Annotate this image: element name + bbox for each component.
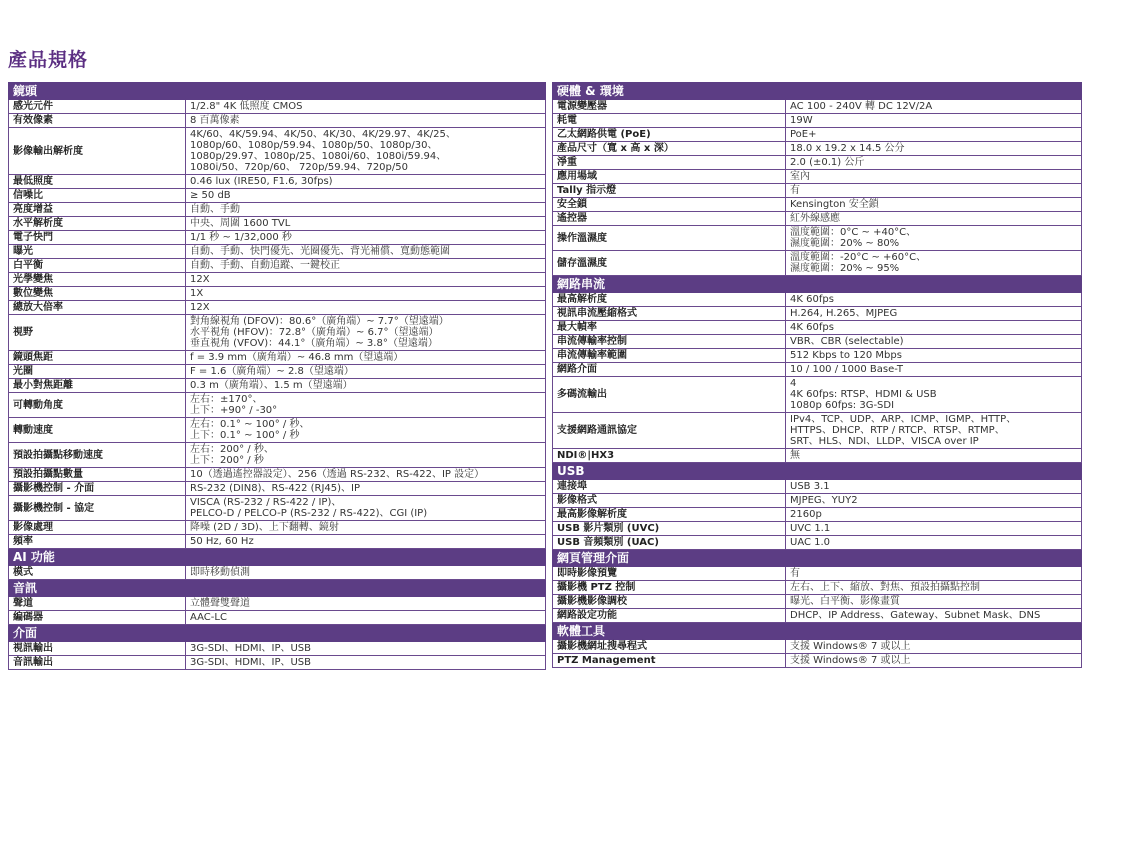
spec-value-line: 自動、手動、快門優先、光圈優先、背光補償、寬動態範圍 [190,246,450,257]
spec-key: 視訊串流壓縮格式 [553,307,786,321]
spec-key: 編碼器 [9,611,186,625]
spec-row [553,156,1082,170]
spec-value-line: 4K/60、4K/59.94、4K/50、4K/30、4K/29.97、4K/25、 [190,129,456,140]
spec-row [553,363,1082,377]
spec-value [786,377,1082,413]
spec-key: 水平解析度 [9,217,186,231]
spec-value [786,449,1082,463]
spec-value-line: MJPEG、YUY2 [790,495,858,506]
spec-value-line: f = 3.9 mm（廣角端）~ 46.8 mm（望遠端） [190,352,404,363]
spec-key: 攝影機控制 - 介面 [9,482,186,496]
spec-row [9,217,546,231]
spec-row [9,482,546,496]
spec-key: 網路介面 [553,363,786,377]
spec-key: 鏡頭焦距 [9,351,186,365]
spec-row [9,351,546,365]
spec-value [186,315,546,351]
spec-value-line: PELCO-D / PELCO-P (RS-232 / RS-422)、CGI (IP) [190,508,428,519]
spec-value [786,251,1082,276]
spec-value [186,443,546,468]
spec-row [9,301,546,315]
spec-value [786,595,1082,609]
spec-value [186,642,546,656]
spec-key: 儲存溫濕度 [553,251,786,276]
spec-value [186,418,546,443]
spec-key: 模式 [9,566,186,580]
spec-row [9,259,546,273]
spec-value [786,640,1082,654]
spec-value [186,597,546,611]
spec-row [553,128,1082,142]
spec-row [9,315,546,351]
spec-value-line: 有 [790,568,800,579]
spec-row [553,335,1082,349]
section-header [553,623,1082,640]
spec-value [786,536,1082,550]
spec-value-line: 1080i/50、720p/60、 720p/59.94、720p/50 [190,162,408,173]
spec-row [553,640,1082,654]
spec-value [786,321,1082,335]
spec-key: 即時影像預覽 [553,567,786,581]
spec-value-line: 2160p [790,509,822,520]
spec-row [9,175,546,189]
spec-row [553,581,1082,595]
spec-value-line: 紅外線感應 [790,213,840,224]
spec-key: 產品尺寸（寬 x 高 x 深） [553,142,786,156]
spec-value [186,535,546,549]
spec-value [186,217,546,231]
spec-value [186,482,546,496]
spec-key: 感光元件 [9,100,186,114]
spec-value [786,212,1082,226]
spec-value-line: 12X [190,274,210,285]
spec-row [9,597,546,611]
spec-key: 光學變焦 [9,273,186,287]
spec-value-line: 水平視角 (HFOV)：72.8°（廣角端）~ 6.7°（望遠端） [190,327,439,338]
spec-row [9,100,546,114]
spec-key: 可轉動角度 [9,393,186,418]
spec-value [186,301,546,315]
spec-value [786,494,1082,508]
spec-row [553,212,1082,226]
section-header [553,83,1082,100]
spec-value-line: 4 [790,378,797,389]
spec-value [186,231,546,245]
spec-row [553,522,1082,536]
spec-row [9,379,546,393]
spec-value [186,611,546,625]
spec-value [786,522,1082,536]
spec-value [786,293,1082,307]
spec-row [553,198,1082,212]
spec-key: 總放大倍率 [9,301,186,315]
right-spec-column [552,82,1082,668]
spec-key: USB 音頻類別 (UAC) [553,536,786,550]
spec-row [9,496,546,521]
left-spec-table [8,82,546,670]
spec-value-line: H.264, H.265、MJPEG [790,308,898,319]
spec-value-line: VISCA (RS-232 / RS-422 / IP)、 [190,497,342,508]
spec-key: 音訊輸出 [9,656,186,670]
spec-key: 操作溫濕度 [553,226,786,251]
spec-value-line: UVC 1.1 [790,523,831,534]
section-header-label: USB [553,463,1082,480]
spec-key: 網路設定功能 [553,609,786,623]
spec-value [186,365,546,379]
spec-value-line: 4K 60fps [790,322,834,333]
spec-value-line: 即時移動偵測 [190,567,250,578]
spec-key: 耗電 [553,114,786,128]
spec-key: 安全鎖 [553,198,786,212]
spec-row [9,535,546,549]
spec-key: 支援網路通訊協定 [553,413,786,449]
spec-key: 數位變焦 [9,287,186,301]
spec-value [186,393,546,418]
section-header [9,549,546,566]
spec-key: 攝影機控制 - 協定 [9,496,186,521]
spec-value-line: 自動、手動、自動追蹤、一鍵校正 [190,260,340,271]
spec-key: 視訊輸出 [9,642,186,656]
spec-row [553,413,1082,449]
spec-key: 信噪比 [9,189,186,203]
spec-value [186,114,546,128]
spec-key: 有效像素 [9,114,186,128]
spec-value-line: 上下：0.1° ~ 100° / 秒 [190,430,300,441]
spec-key: 頻率 [9,535,186,549]
spec-value-line: 左右：0.1° ~ 100° / 秒、 [190,419,310,430]
spec-row [553,170,1082,184]
spec-key: 影像輸出解析度 [9,128,186,175]
spec-row [9,189,546,203]
spec-value [786,508,1082,522]
spec-value [786,349,1082,363]
spec-key: 乙太網路供電 (PoE) [553,128,786,142]
spec-value-line: 左右：±170°、 [190,394,263,405]
spec-key: USB 影片類別 (UVC) [553,522,786,536]
spec-key: 聲道 [9,597,186,611]
spec-key: 攝影機 PTZ 控制 [553,581,786,595]
spec-row [9,656,546,670]
spec-value [786,581,1082,595]
page-title: 產品規格 [8,49,89,71]
spec-row [553,508,1082,522]
spec-value-line: 濕度範圍：20% ~ 80% [790,238,900,249]
section-header [553,463,1082,480]
spec-value-line: SRT、HLS、NDI、LLDP、VISCA over IP [790,436,979,447]
spec-value [186,189,546,203]
spec-value-line: 3G-SDI、HDMI、IP、USB [190,657,312,668]
spec-row [9,287,546,301]
spec-value [786,226,1082,251]
spec-value-line: AAC-LC [190,612,227,623]
spec-value [786,142,1082,156]
spec-value [186,521,546,535]
section-header-label: 音訊 [9,580,546,597]
spec-value-line: AC 100 - 240V 轉 DC 12V/2A [790,101,933,112]
spec-value-line: DHCP、IP Address、Gateway、Subnet Mask、DNS [790,610,1041,621]
spec-key: 白平衡 [9,259,186,273]
spec-value [186,100,546,114]
spec-value-line: 8 百萬像素 [190,115,240,126]
spec-value-line: PoE+ [790,129,817,140]
spec-value-line: 0.46 lux (IRE50, F1.6, 30fps) [190,176,333,187]
spec-value [786,307,1082,321]
spec-value [186,128,546,175]
spec-key: 電子快門 [9,231,186,245]
section-header [9,625,546,642]
spec-value-line: 1080p/60、1080p/59.94、1080p/50、1080p/30、 [190,140,438,151]
spec-value [186,656,546,670]
spec-value [186,496,546,521]
spec-row [553,226,1082,251]
spec-row [9,365,546,379]
spec-value-line: HTTPS、DHCP、RTP / RTCP、RTSP、RTMP、 [790,425,1005,436]
spec-value-line: 濕度範圍：20% ~ 95% [790,263,900,274]
spec-value-line: 支援 Windows® 7 或以上 [790,655,911,666]
spec-key: 光圈 [9,365,186,379]
spec-value [186,259,546,273]
spec-value-line: RS-232 (DIN8)、RS-422 (RJ45)、IP [190,483,361,494]
spec-value [786,654,1082,668]
spec-value-line: 自動、手動 [190,204,240,215]
spec-value-line: VBR、CBR (selectable) [790,336,904,347]
spec-key: 預設拍攝點移動速度 [9,443,186,468]
spec-row [9,468,546,482]
spec-row [553,609,1082,623]
spec-value [786,567,1082,581]
spec-key: 淨重 [553,156,786,170]
spec-row [553,654,1082,668]
spec-row [553,377,1082,413]
spec-key: 攝影機影像調校 [553,595,786,609]
spec-value-line: 10 / 100 / 1000 Base-T [790,364,904,375]
spec-key: 影像格式 [553,494,786,508]
section-header [9,83,546,100]
spec-value-line: 室內 [790,171,810,182]
spec-row [553,536,1082,550]
spec-row [553,251,1082,276]
section-header-label: 介面 [9,625,546,642]
spec-row [553,567,1082,581]
spec-row [9,418,546,443]
spec-value [186,273,546,287]
spec-row [553,494,1082,508]
spec-row [553,184,1082,198]
section-header [9,580,546,597]
spec-value [186,175,546,189]
spec-row [553,293,1082,307]
spec-value-line: 對角線視角 (DFOV)：80.6°（廣角端）~ 7.7°（望遠端） [190,316,449,327]
spec-value-line: 4K 60fps [790,294,834,305]
spec-value [786,480,1082,494]
section-header-label: 網頁管理介面 [553,550,1082,567]
spec-row [553,114,1082,128]
spec-value-line: 512 Kbps to 120 Mbps [790,350,902,361]
spec-key: 曝光 [9,245,186,259]
spec-row [553,307,1082,321]
spec-value-line: 中央、周圍 1600 TVL [190,218,291,229]
spec-value-line: 垂直視角 (VFOV)：44.1°（廣角端）~ 3.8°（望遠端） [190,338,438,349]
spec-value [186,245,546,259]
left-spec-column [8,82,546,670]
spec-key: 多碼流輸出 [553,377,786,413]
spec-row [9,114,546,128]
spec-value-line: 12X [190,302,210,313]
section-header-label: 網路串流 [553,276,1082,293]
spec-value-line: 溫度範圍：0°C ~ +40°C、 [790,227,917,238]
spec-value-line: 左右：200° / 秒、 [190,444,274,455]
spec-value-line: 1080p/29.97、1080p/25、1080i/60、1080i/59.94、 [190,151,447,162]
section-header-label: 鏡頭 [9,83,546,100]
spec-value [786,100,1082,114]
spec-value-line: 降噪 (2D / 3D)、上下翻轉、鏡射 [190,522,339,533]
spec-value-line: IPv4、TCP、UDP、ARP、ICMP、IGMP、HTTP、 [790,414,1017,425]
spec-value [186,566,546,580]
right-spec-table [552,82,1082,668]
spec-row [553,142,1082,156]
spec-value-line: Kensington 安全鎖 [790,199,879,210]
spec-key: 串流傳輸率控制 [553,335,786,349]
spec-key: 最高影像解析度 [553,508,786,522]
spec-value-line: 上下：+90° / -30° [190,405,278,416]
spec-key: 最大幀率 [553,321,786,335]
spec-row [553,321,1082,335]
spec-value [786,184,1082,198]
spec-value [786,198,1082,212]
spec-value-line: 0.3 m（廣角端）、1.5 m（望遠端） [190,380,353,391]
spec-value-line: 左右、上下、縮放、對焦、預設拍攝點控制 [790,582,980,593]
spec-value [786,114,1082,128]
spec-key: 轉動速度 [9,418,186,443]
spec-value-line: 立體聲雙聲道 [190,598,250,609]
section-header [553,550,1082,567]
spec-row [9,443,546,468]
spec-value-line: 支援 Windows® 7 或以上 [790,641,911,652]
spec-value [186,351,546,365]
spec-row [553,480,1082,494]
spec-value-line: USB 3.1 [790,481,830,492]
spec-value-line: 18.0 x 19.2 x 14.5 公分 [790,143,905,154]
spec-value [186,203,546,217]
spec-value-line: 1/1 秒 ~ 1/32,000 秒 [190,232,292,243]
spec-value-line: ≥ 50 dB [190,190,231,201]
spec-key: 視野 [9,315,186,351]
spec-value-line: F = 1.6（廣角端）~ 2.8（望遠端） [190,366,354,377]
spec-key: 攝影機網址搜尋程式 [553,640,786,654]
spec-key: 最低照度 [9,175,186,189]
spec-value-line: 4K 60fps: RTSP、HDMI & USB [790,389,937,400]
spec-row [9,231,546,245]
spec-key: 預設拍攝點數量 [9,468,186,482]
spec-value [786,609,1082,623]
spec-row [9,642,546,656]
spec-value [786,363,1082,377]
spec-value-line: 曝光、白平衡、影像畫質 [790,596,900,607]
spec-key: 遙控器 [553,212,786,226]
spec-key: 亮度增益 [9,203,186,217]
spec-value-line: 19W [790,115,813,126]
spec-value [786,413,1082,449]
spec-key: 最高解析度 [553,293,786,307]
spec-value [786,170,1082,184]
spec-key: NDI®|HX3 [553,449,786,463]
spec-key: 串流傳輸率範圍 [553,349,786,363]
spec-value [786,335,1082,349]
spec-value-line: 2.0 (±0.1) 公斤 [790,157,865,168]
spec-row [553,595,1082,609]
spec-key: 影像處理 [9,521,186,535]
spec-row [9,521,546,535]
spec-value-line: 有 [790,185,800,196]
spec-value-line: 50 Hz, 60 Hz [190,536,254,547]
section-header-label: AI 功能 [9,549,546,566]
section-header-label: 硬體 & 環境 [553,83,1082,100]
spec-row [553,100,1082,114]
spec-value [186,379,546,393]
section-header-label: 軟體工具 [553,623,1082,640]
spec-row [553,349,1082,363]
spec-row [9,273,546,287]
section-header [553,276,1082,293]
spec-value-line: 1/2.8" 4K 低照度 CMOS [190,101,303,112]
spec-value-line: 上下：200° / 秒 [190,455,264,466]
spec-key: 電源變壓器 [553,100,786,114]
spec-value [786,156,1082,170]
spec-value-line: 溫度範圍：-20°C ~ +60°C、 [790,252,927,263]
spec-key: PTZ Management [553,654,786,668]
spec-key: 應用場域 [553,170,786,184]
spec-row [9,566,546,580]
spec-row [9,245,546,259]
spec-key: 最小對焦距離 [9,379,186,393]
spec-key: Tally 指示燈 [553,184,786,198]
spec-row [9,128,546,175]
spec-value-line: UAC 1.0 [790,537,831,548]
spec-value-line: 3G-SDI、HDMI、IP、USB [190,643,312,654]
spec-row [9,203,546,217]
spec-value [786,128,1082,142]
spec-row [553,449,1082,463]
spec-value-line: 1X [190,288,204,299]
spec-row [9,611,546,625]
spec-value [186,287,546,301]
spec-key: 連接埠 [553,480,786,494]
spec-value-line: 10（透過遙控器設定）、256（透過 RS-232、RS-422、IP 設定） [190,469,485,480]
spec-value [186,468,546,482]
spec-row [9,393,546,418]
spec-value-line: 無 [790,450,800,461]
spec-value-line: 1080p 60fps: 3G-SDI [790,400,895,411]
